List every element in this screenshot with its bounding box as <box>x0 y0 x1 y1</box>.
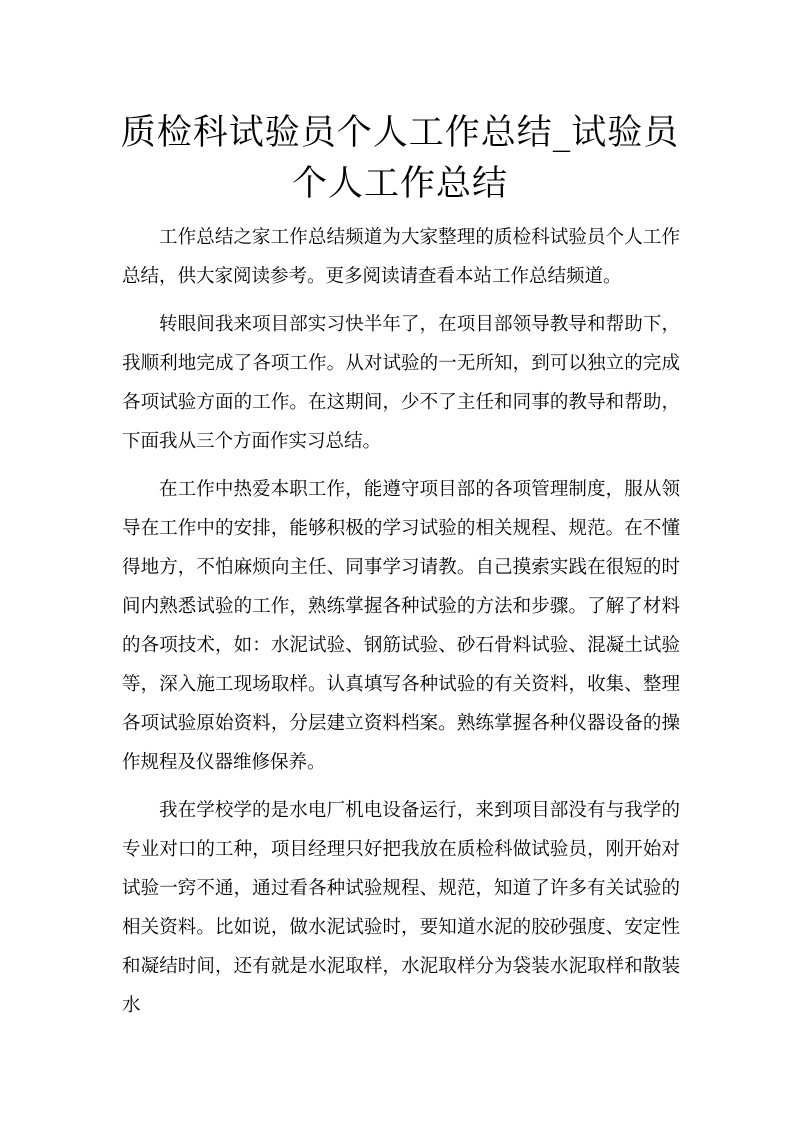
paragraph-intro: 工作总结之家工作总结频道为大家整理的质检科试验员个人工作总结，供大家阅读参考。更多阅读请查看本站工作总结频道。 <box>122 227 680 287</box>
document-body <box>122 218 680 1034</box>
document-title: 质检科试验员个人工作总结_试验员个人工作总结 <box>120 113 680 204</box>
paragraph-learning: 我在学校学的是水电厂机电设备运行，来到项目部没有与我学的专业对口的工种，项目经理只好把我放在质检科做试验员，刚开始对试验一窍不通，通过看各种试验规程、规范，知道了许多有关试验的相关资料。比如说，做水泥试验时，要知道水泥的胶砂强度、安定性和凝结时间，还有就是水泥取样，水泥取样分为袋装水泥取样和散装水 <box>122 800 680 1016</box>
paragraph-overview: 转眼间我来项目部实习快半年了，在项目部领导教导和帮助下，我顺利地完成了各项工作。从对试验的一无所知，到可以独立的完成各项试验方面的工作。在这期间，少不了主任和同事的教导和帮助，下面我从三个方面作实习总结。 <box>122 314 680 452</box>
paragraph-work-attitude: 在工作中热爱本职工作，能遵守项目部的各项管理制度，服从领导在工作中的安排，能够积极的学习试验的相关规程、规范。在不懂得地方，不怕麻烦向主任、同事学习请教。自己摸索实践在很短的时间内熟悉试验的工作，熟练掌握各种试验的方法和步骤。了解了材料的各项技术，如：水泥试验、钢筋试验、砂石骨料试验、混凝土试验等，深入施工现场取样。认真填写各种试验的有关资料，收集、整理各项试验原始资料，分层建立资料档案。熟练掌握各种仪器设备的操作规程及仪器维修保养。 <box>122 479 680 773</box>
